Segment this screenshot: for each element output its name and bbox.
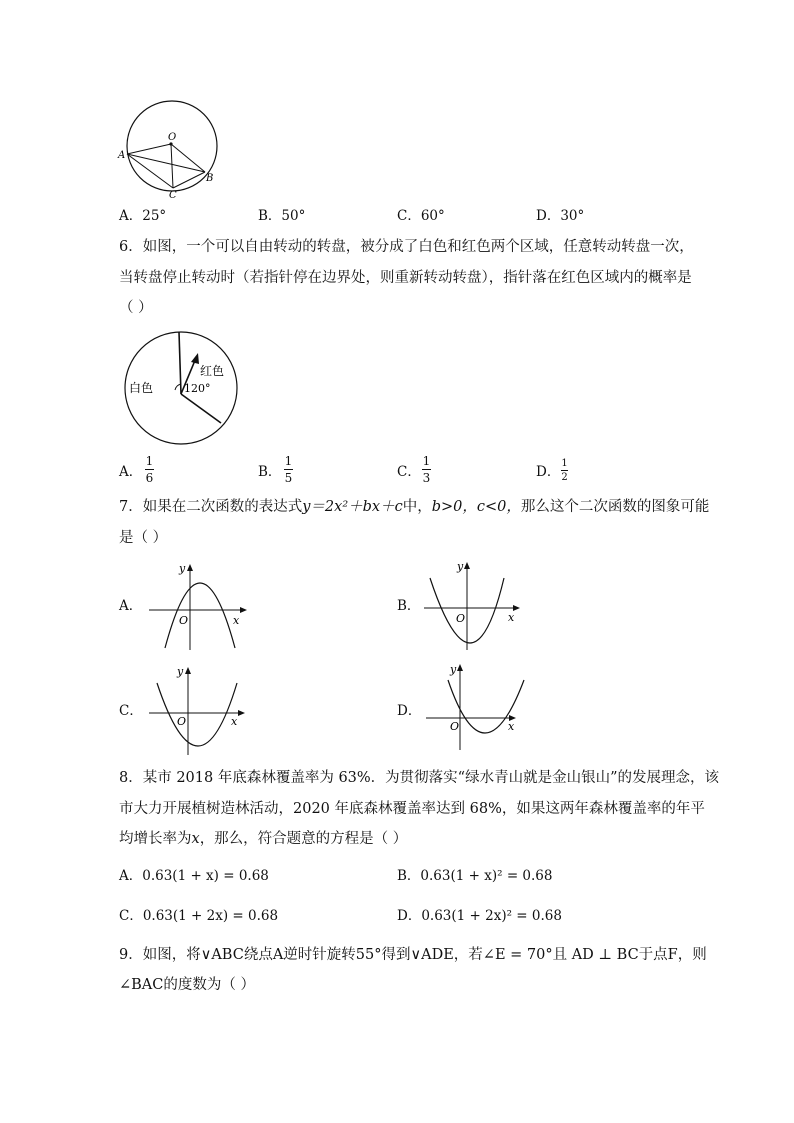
q6-label-red: 红色 — [200, 364, 225, 378]
q5-option-d[interactable]: D．30° — [536, 208, 585, 224]
q7-cond-b: b>0， — [431, 499, 477, 515]
q7b-y-label: y — [457, 560, 464, 573]
q8-line-3-pre: 均增长率为 — [119, 831, 192, 847]
q5-label-o: O — [168, 132, 177, 143]
q5-circle-figure — [112, 96, 232, 208]
q6-spinner-figure — [120, 328, 244, 450]
q6-option-d-num: 1 — [561, 458, 568, 469]
q6-option-b-letter[interactable]: B． — [258, 464, 282, 480]
q6-line-2: 当转盘停止转动时（若指针停在边界处，则重新转动转盘），指针落在红色区域内的概率是 — [119, 270, 692, 286]
q7d-y-label: y — [450, 663, 457, 676]
q7c-x-label: x — [231, 715, 238, 728]
q8-line-3-var: x — [191, 831, 200, 847]
q7b-x-label: x — [508, 611, 515, 624]
q6-line-3: （ ） — [119, 300, 153, 316]
q7a-x-label: x — [233, 614, 240, 627]
q6-option-b-num: 1 — [284, 454, 293, 468]
q6-option-d-den: 2 — [561, 472, 568, 483]
q6-pointer-arrowhead — [191, 353, 199, 364]
q7c-x-arrow — [238, 710, 245, 716]
q6-line-1: 6．如图，一个可以自由转动的转盘，被分成了白色和红色两个区域，任意转动转盘一次， — [119, 239, 694, 255]
q6-option-a-fraction — [145, 454, 154, 485]
q6-option-d-fraction — [561, 458, 568, 483]
q5-seg-oa — [127, 144, 171, 154]
q7-option-a-label[interactable]: A． — [119, 598, 143, 614]
q6-label-white: 白色 — [129, 381, 154, 395]
q6-label-angle: 120° — [184, 382, 211, 395]
q8-option-c[interactable]: C．0.63(1 + 2x) = 0.68 — [119, 908, 279, 924]
q7-graph-d — [422, 660, 532, 756]
q6-option-a-letter[interactable]: A． — [119, 464, 143, 480]
q9-line-1: 9．如图，将∨ABC绕点A逆时针旋转55°得到∨ADE，若∠E = 70°且 AD ⊥ BC于点F，则 — [119, 947, 707, 963]
q6-option-a-den: 6 — [145, 471, 154, 485]
q7d-origin-label: O — [450, 720, 460, 733]
q7-graph-b — [420, 558, 530, 654]
q6-option-a-num: 1 — [145, 454, 154, 468]
q7c-y-label: y — [177, 665, 184, 678]
q8-line-2: 市大力开展植树造林活动，2020 年底森林覆盖率达到 68%，如果这两年森林覆盖率的年平 — [119, 801, 705, 817]
q7b-y-arrow — [464, 562, 470, 569]
q8-option-a[interactable]: A．0.63(1 + x) = 0.68 — [119, 868, 269, 884]
q7-option-c-label[interactable]: C． — [119, 703, 143, 719]
q8-line-1: 8．某市 2018 年底森林覆盖率为 63%．为贯彻落实“绿水青山就是金山银山”的发展理念，该 — [119, 770, 720, 786]
q7-line-1 — [119, 497, 709, 517]
q5-option-a[interactable]: A．25° — [119, 208, 167, 224]
q7-graph-c — [145, 663, 255, 757]
q7-post: 那么这个二次函数的图象可能 — [520, 499, 710, 515]
q7c-curve — [157, 683, 237, 746]
q7d-y-arrow — [457, 664, 463, 671]
q9-line-2: ∠BAC的度数为（ ） — [119, 977, 255, 993]
q6-option-c-fraction — [422, 454, 431, 485]
q6-option-c-num: 1 — [422, 454, 431, 468]
q6-option-b-den: 5 — [284, 471, 293, 485]
q7-option-d-label[interactable]: D． — [397, 703, 422, 719]
q7a-x-arrow — [240, 607, 247, 613]
q6-option-b-fraction — [284, 454, 293, 485]
q6-option-c-letter[interactable]: C． — [397, 464, 421, 480]
q7a-y-arrow — [187, 564, 193, 571]
q8-line-3-post: ，那么，符合题意的方程是（ ） — [199, 831, 408, 847]
q6-option-c-den: 3 — [422, 471, 431, 485]
q7d-x-label: x — [508, 720, 515, 733]
q7-expression: y＝2x²＋bx＋c — [302, 499, 403, 515]
q8-line-3 — [119, 829, 407, 849]
q7a-origin-label: O — [179, 614, 189, 627]
q7b-origin-label: O — [456, 612, 466, 625]
q8-option-b[interactable]: B．0.63(1 + x)² = 0.68 — [397, 868, 553, 884]
q6-boundary-bottom — [181, 394, 221, 423]
q5-label-c: C — [169, 190, 177, 201]
q7-pre: 7．如果在二次函数的表达式 — [119, 499, 303, 515]
q7-mid: 中， — [402, 499, 432, 515]
q7c-y-arrow — [185, 667, 191, 674]
q5-label-a: A — [118, 150, 126, 161]
q7c-origin-label: O — [177, 715, 187, 728]
q7-cond-c: c<0， — [476, 499, 521, 515]
q5-circle — [127, 101, 217, 191]
q8-option-d[interactable]: D．0.63(1 + 2x)² = 0.68 — [397, 908, 562, 924]
q5-label-b: B — [206, 173, 214, 184]
q5-seg-cb — [173, 172, 205, 188]
q7-line-2: 是（ ） — [119, 530, 168, 546]
q7-graph-a — [145, 560, 255, 652]
q5-seg-oc — [171, 144, 173, 188]
q7a-curve — [165, 583, 235, 648]
q7-option-b-label[interactable]: B． — [397, 598, 421, 614]
q6-option-d-letter[interactable]: D． — [536, 464, 561, 480]
q5-option-b[interactable]: B．50° — [258, 208, 306, 224]
q5-option-c[interactable]: C．60° — [397, 208, 445, 224]
q7a-y-label: y — [179, 562, 186, 575]
